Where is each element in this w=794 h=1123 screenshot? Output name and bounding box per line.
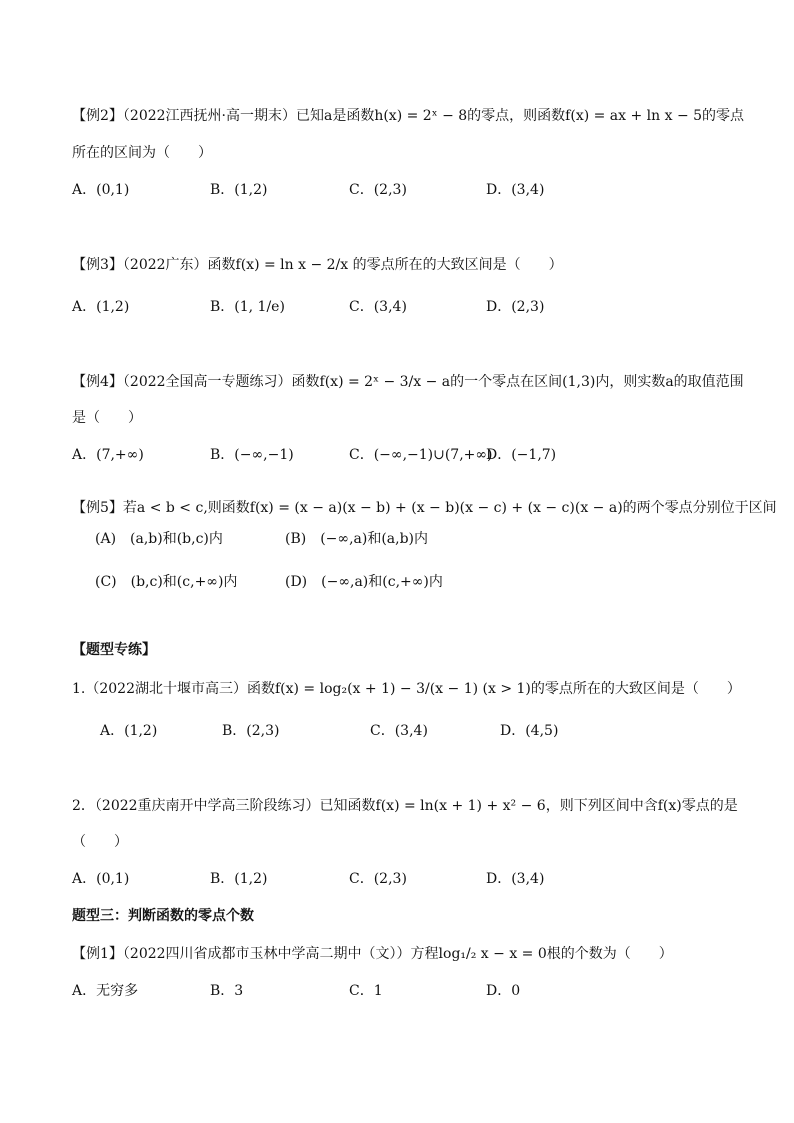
type-3-option-b: B．3 (210, 983, 244, 999)
example-2-option-b: B．(1,2) (210, 182, 268, 198)
example-4-question-line-1: 【例4】（2022全国高一专题练习）函数f(x) = 2ˣ − 3/x − a的一个零点在区间(1,3)内，则实数a的取值范围 (72, 374, 744, 390)
example-2-option-a: A．(0,1) (72, 182, 130, 198)
example-4-option-b: B．(−∞,−1) (210, 447, 294, 463)
drill-problem-2-question-line-1: 2．（2022重庆南开中学高三阶段练习）已知函数f(x) = ln(x + 1) + x² − 6，则下列区间中含f(x)零点的是 (72, 798, 738, 814)
example-4-option-c: C．(−∞,−1)∪(7,+∞) (349, 447, 493, 463)
example-2-option-c: C．(2,3) (349, 182, 407, 198)
drill-problem-1-option-b: B．(2,3) (222, 723, 280, 739)
example-4-question-line-2: 是（ ） (72, 410, 142, 426)
drill-problem-2-option-d: D．(3,4) (486, 871, 545, 887)
example-5-option-b: (B) (−∞,a)和(a,b)内 (285, 531, 429, 547)
example-3-question: 【例3】（2022广东）函数f(x) = ln x − 2/x 的零点所在的大致区间是（ ） (72, 257, 563, 273)
drill-problem-1-option-a: A．(1,2) (100, 723, 158, 739)
drill-problem-1-option-d: D．(4,5) (500, 723, 559, 739)
drill-problem-2-option-a: A．(0,1) (72, 871, 130, 887)
example-3-option-d: D．(2,3) (486, 299, 545, 315)
drill-problem-2-option-b: B．(1,2) (210, 871, 268, 887)
example-5-option-c: (C) (b,c)和(c,+∞)内 (95, 574, 238, 590)
example-2-question-line-2: 所在的区间为（ ） (72, 145, 212, 161)
example-4-option-d: D．(−1,7) (486, 447, 557, 463)
example-3-option-b: B．(1, 1/e) (210, 299, 285, 315)
type-3-option-c: C．1 (349, 983, 383, 999)
drill-problem-2-option-c: C．(2,3) (349, 871, 407, 887)
drill-problem-1-option-c: C．(3,4) (370, 723, 428, 739)
drill-problem-1-question: 1.（2022湖北十堰市高三）函数f(x) = log₂(x + 1) − 3/(x − 1) (x > 1)的零点所在的大致区间是（ ） (72, 681, 741, 697)
drill-problem-2-question-line-2: （ ） (72, 834, 128, 850)
example-3-option-c: C．(3,4) (349, 299, 407, 315)
example-3-option-a: A．(1,2) (72, 299, 130, 315)
example-5-option-a: (A) (a,b)和(b,c)内 (95, 531, 223, 547)
example-2-option-d: D．(3,4) (486, 182, 545, 198)
type-3-heading: 题型三：判断函数的零点个数 (72, 908, 254, 924)
example-2-question-line-1: 【例2】（2022江西抚州·高一期末）已知a是函数h(x) = 2ˣ − 8的零点，则函数f(x) = ax + ln x − 5的零点 (72, 108, 745, 124)
example-5-option-d: (D) (−∞,a)和(c,+∞)内 (285, 574, 443, 590)
example-5-question: 【例5】若a < b < c,则函数f(x) = (x − a)(x − b) + (x − b)(x − c) + (x − c)(x − a)的两个零点分别位于区间 (72, 500, 777, 516)
type-3-example-1-question: 【例1】（2022四川省成都市玉林中学高二期中（文））方程log₁/₂ x − x = 0根的个数为（ ） (72, 946, 673, 962)
type-3-option-d: D．0 (486, 983, 521, 999)
type-3-option-a: A．无穷多 (72, 983, 139, 999)
example-4-option-a: A．(7,+∞) (72, 447, 144, 463)
drill-section-title: 【题型专练】 (72, 642, 156, 658)
